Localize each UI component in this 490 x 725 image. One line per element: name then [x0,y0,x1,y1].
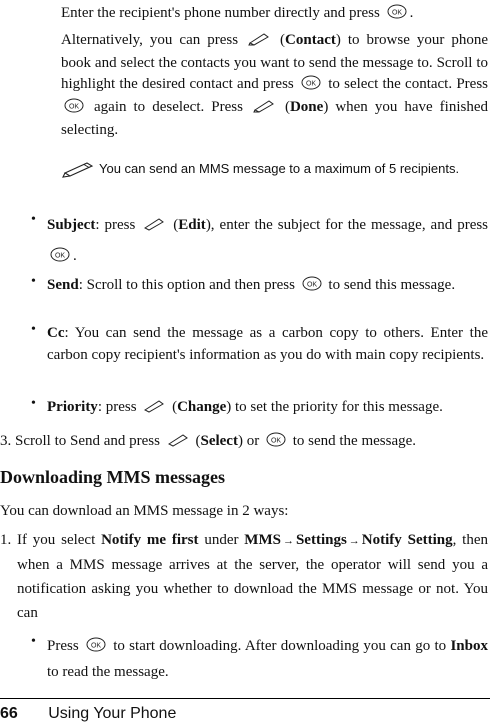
text: to read the message. [47,664,169,680]
bullet-press [0,634,490,684]
text: to send the message. [292,433,417,449]
bullet-marker: • [31,322,36,337]
text: . [409,5,414,21]
text: to send this message. [328,277,456,293]
text: , then when a MMS message arrives at the server, the operator will send you a notification asking you whether to download the MMS message or not. You can [17,532,488,621]
settings-label: Settings [295,532,347,548]
text: Press [47,638,79,654]
text: ( [173,217,179,233]
ok-key-icon [86,636,106,660]
bullet-marker: • [31,396,36,411]
ok-key-icon [266,432,286,454]
bullet-marker: • [31,274,36,289]
step-text [17,528,488,625]
text: ) to set the priority for this message. [226,399,443,415]
arrow-icon: → [348,535,360,547]
intro-text: You can download an MMS message in 2 ways: [0,503,289,519]
text: ), enter the subject for the message, and press [205,217,489,233]
bullet-cc [0,322,490,366]
svg-text:OK: OK [54,252,66,260]
step-number: 1. [0,532,12,548]
text: to select the contact. Press [328,76,488,92]
footer [0,704,490,724]
step-number: 3. [0,433,12,449]
svg-text:OK: OK [270,437,282,445]
text: ) or [237,433,260,449]
softkey-icon [248,32,270,53]
note [61,158,488,179]
softkey-icon [167,432,189,454]
text: to start downloading. After downloading you can go to [113,638,447,654]
footer-title: Using Your Phone [48,705,177,722]
ok-key-icon [387,4,407,26]
inbox-label: Inbox [450,638,488,654]
svg-text:OK: OK [391,9,402,17]
paragraph-contact [61,30,488,141]
bullet-marker: • [31,212,36,227]
text: . [73,248,77,264]
svg-text:OK: OK [305,80,317,88]
bullet-text [47,211,488,273]
step-1 [0,528,490,625]
arrow-icon: → [282,535,294,547]
bullet-text [47,322,488,366]
text: ( [280,32,286,48]
text: under [204,532,239,548]
text: : press [95,217,136,233]
ok-key-icon [50,244,70,273]
softkey-icon [143,213,165,242]
text: ) to browse your phone book and select the contacts you want to send the message to. Scroll to highlight the desired contact and press [61,32,488,92]
text: If you select [17,532,96,548]
svg-text:OK: OK [90,642,102,650]
done-label: Done [289,99,324,115]
note-text: You can send an MMS message to a maximum of 5 recipients. [99,161,460,176]
notify-setting-label: Notify Setting [361,532,453,548]
text: ( [284,99,290,115]
step-3 [0,430,490,454]
priority-label: Priority [47,399,98,415]
contact-label: Contact [285,32,336,48]
text: ) when you have finished selecting. [61,99,488,138]
cc-label: Cc [47,325,65,341]
ok-key-icon [302,276,322,298]
bullet-marker: • [31,634,36,649]
bullet-text [47,274,488,298]
footer-rule [0,698,490,699]
svg-text:OK: OK [68,103,80,111]
text: : press [97,399,137,415]
ok-key-icon [64,98,84,120]
text: ( [172,399,178,415]
section-heading: Downloading MMS messages [0,467,226,487]
bullet-subject [0,211,490,273]
notify-me-first-label: Notify me first [101,532,199,548]
page-number: 66 [0,705,18,722]
text: Enter the recipient's phone number directly and press [61,5,380,21]
softkey-icon [253,99,275,120]
edit-label: Edit [178,217,206,233]
ok-key-icon [301,75,321,97]
paragraph-enter-number [61,2,488,26]
text: : You can send the message as a carbon copy to others. Enter the carbon copy recipient's information as you do with main copy recipients. [47,325,488,363]
text: : Scroll to this option and then press [78,277,295,293]
bullet-priority [0,396,490,420]
svg-text:OK: OK [306,281,317,289]
text: ( [195,433,201,449]
text: Alternatively, you can press [61,32,239,48]
bullet-text [47,396,488,420]
mms-label: MMS [244,532,281,548]
select-label: Select [200,433,238,449]
bullet-send [0,274,490,298]
softkey-icon [143,398,165,420]
text: again to deselect. Press [94,99,243,115]
text: Scroll to Send and press [15,433,160,449]
send-label: Send [47,277,79,293]
bullet-text [47,634,488,684]
note-pencil-icon [61,160,95,183]
change-label: Change [177,399,227,415]
subject-label: Subject [47,217,96,233]
